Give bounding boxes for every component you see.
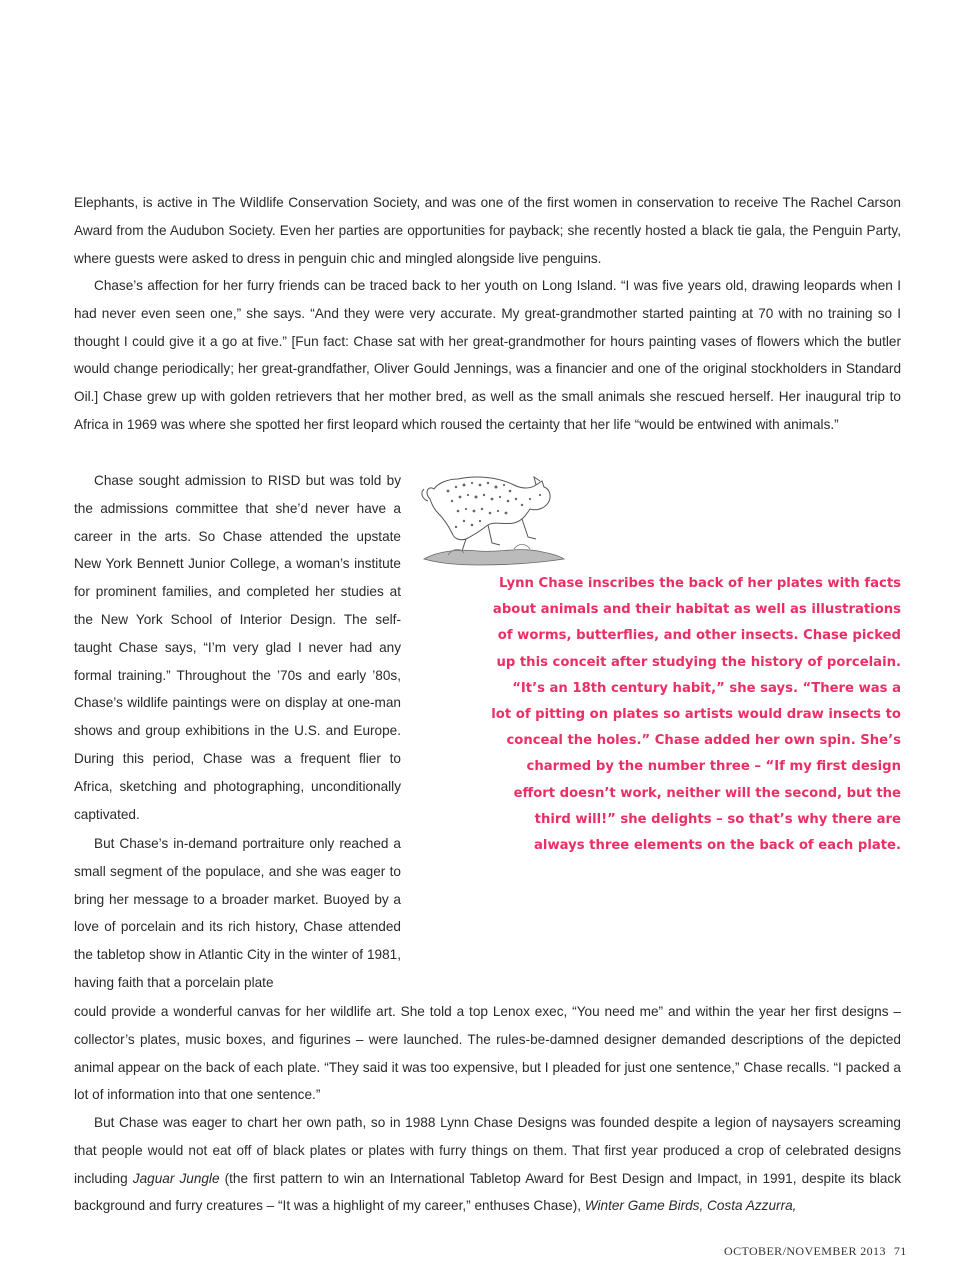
page-number: 71 xyxy=(893,1244,907,1258)
pattern-title-winter-game-birds: Winter Game Birds, Costa Azzurra, xyxy=(584,1198,797,1214)
paragraph-continued: Elephants, is active in The Wildlife Conservation Society, and was one of the first women in conservation to receive The Rachel Carson Award from the Audubon Society. Even her parties are opportunities for payback; she recently hosted a black tie gala, the Penguin Party, where guests were asked to dress in penguin chic and mingled alongside live penguins. xyxy=(74,195,901,266)
paragraph-youth: Chase’s affection for her furry friends can be traced back to her youth on Long Island. “I was five years old, drawing leopards when I had never even seen one,” she says. “And they were very accurate. My great-grandmother started painting at 70 with no training so I thought I could give it a go at five.” [Fun fact: Chase sat with her great-grandmother for hours painting vases of flowers which the butler would change periodically; her great-grandfather, Oliver Gould Jennings, was a financier and one of the original stockholders in Standard Oil.] Chase grew up with golden retrievers that her mother bred, as well as the small animals she rescued herself. Her inaugural trip to Africa in 1969 was where she spotted her first leopard which roused the certainty that her life “would be entwined with animals.” xyxy=(74,278,901,432)
pull-quote: Lynn Chase inscribes the back of her plates with facts about animals and their habitat as well as illustrations of worms, butterflies, and other insects. Chase picked up this conceit after studying the history of porcelain. “It’s an 18th century habit,” she says. “There was a lot of pitting on plates so artists would draw insects to conceal the holes.” Chase added her own spin. She’s charmed by the number three – “If my first design effort doesn’t work, neither will the second, but the third will!” she delights – so that’s why there are always three elements on the back of each plate. xyxy=(491,576,901,854)
pattern-title-jaguar-jungle: Jaguar Jungle xyxy=(132,1170,220,1186)
paragraph-portraiture: But Chase’s in-demand portraiture only reached a small segment of the populace, and she was eager to bring her message to a broader market. Buoyed by a love of porcelain and its rich history, Chase attended the tabletop show in Atlantic City in the winter of 1981, having faith that a porcelain plate xyxy=(74,836,401,990)
paragraph-education: Chase sought admission to RISD but was told by the admissions committee that she’d never have a career in the arts. So Chase attended the upstate New York Bennett Junior College, a woman’s institute for prominent families, and completed her studies at the New York School of Interior Design. The self-taught Chase says, “I’m very glad I never had any formal training.” Throughout the ’70s and early ’80s, Chase’s wildlife paintings were on display at one-man shows and group exhibitions in the U.S. and Europe. During this period, Chase was a frequent flier to Africa, sketching and photographing, unconditionally captivated. xyxy=(74,473,401,822)
p5-text-mid: (the first pattern to win an International Tabletop Award for Best Design and Impact, in 1991, despite its black background and furry creatures – “It was a highlight of my career,” enthuses Chase), xyxy=(74,1170,901,1214)
bobcat-illustration xyxy=(418,455,568,570)
page-footer xyxy=(724,1244,907,1259)
paragraph-lenox: could provide a wonderful canvas for her wildlife art. She told a top Lenox exec, “You need me” and within the year her first designs – collector’s plates, music boxes, and figurines – were launched. The rules-be-damned designer demanded descriptions of the depicted animal appear on the back of each plate. “They said it was too expensive, but I pleaded for just one sentence,” Chase recalls. “I packed a lot of information into that one sentence.” xyxy=(74,1004,901,1103)
issue-date: OCTOBER/NOVEMBER 2013 xyxy=(724,1244,886,1258)
p5-text-start: But Chase was eager to chart her own path, so in 1988 Lynn Chase Designs was founded despite a legion of naysayers screaming that people would not eat off of black plates or plates with furry things on them. That first year produced a crop of celebrated designs including xyxy=(74,1115,901,1186)
paragraph-lynn-chase-designs xyxy=(74,1109,901,1220)
